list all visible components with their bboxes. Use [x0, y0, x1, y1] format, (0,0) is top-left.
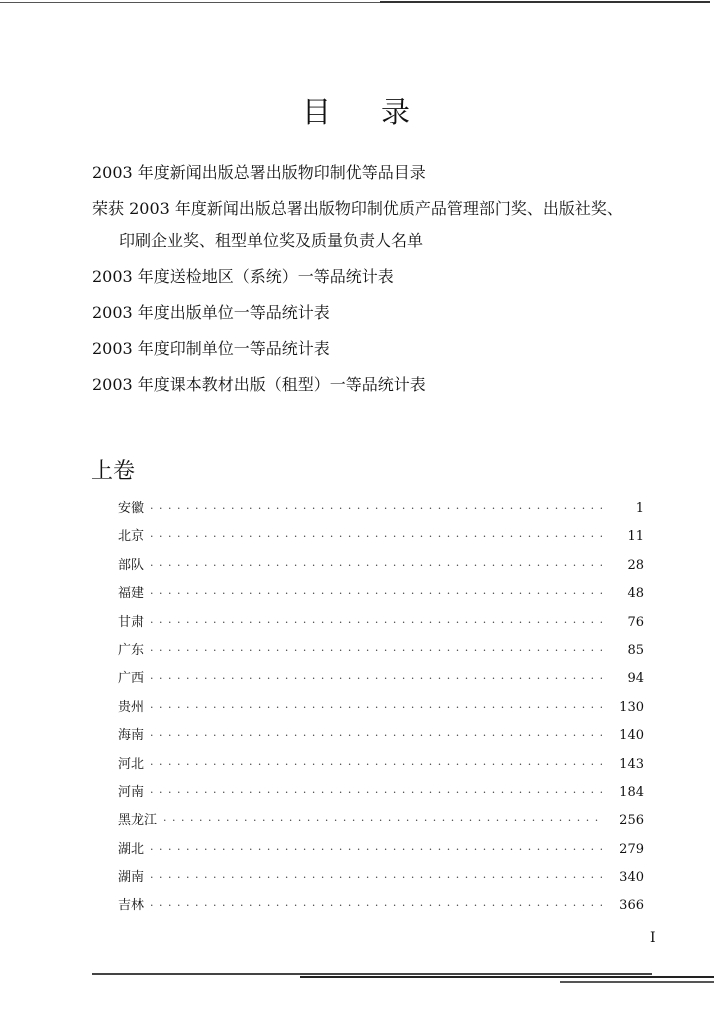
toc-page: 48 [627, 586, 644, 602]
toc-row[interactable] [118, 497, 644, 525]
toc-page: 85 [627, 642, 644, 658]
toc-leader-dots [150, 701, 602, 714]
intro-item-continued[interactable]: 印刷企业奖、租型单位奖及质量负责人名单 [119, 231, 424, 250]
toc-page: 130 [619, 699, 644, 715]
toc-leader-dots [150, 899, 602, 912]
page-title [0, 90, 714, 131]
toc-leader-dots [150, 843, 602, 856]
toc-label: 广东 [118, 642, 145, 658]
toc-row[interactable] [118, 809, 644, 837]
section-heading: 上卷 [91, 459, 136, 484]
toc-page: 143 [619, 756, 644, 772]
toc-row[interactable] [118, 667, 644, 695]
toc-leader-dots [150, 616, 602, 629]
toc-row[interactable] [118, 582, 644, 610]
toc-row[interactable] [118, 894, 644, 922]
intro-item[interactable]: 2003 年度新闻出版总署出版物印制优等品目录 [92, 163, 426, 182]
title-char-left: 目 [301, 95, 333, 129]
toc-leader-dots [163, 814, 602, 827]
scan-edge-bottom [560, 981, 714, 983]
toc-page: 1 [635, 501, 644, 516]
toc-page: 94 [627, 671, 644, 687]
toc-page: 279 [619, 841, 644, 857]
toc-page: 140 [619, 728, 644, 744]
toc-row[interactable] [118, 696, 644, 724]
toc-label: 安徽 [118, 501, 145, 516]
toc-label: 福建 [118, 586, 145, 602]
toc-label: 黑龙江 [118, 813, 158, 829]
toc-row[interactable] [118, 838, 644, 866]
toc-label: 广西 [118, 671, 145, 687]
toc-row[interactable] [118, 611, 644, 639]
toc-label: 吉林 [118, 898, 145, 914]
toc-row[interactable] [118, 525, 644, 553]
toc-label: 河南 [118, 784, 145, 800]
toc-label: 海南 [118, 728, 145, 744]
toc-leader-dots [150, 672, 602, 685]
toc-label: 贵州 [118, 699, 145, 715]
toc-leader-dots [150, 871, 602, 884]
scan-edge-bottom [300, 976, 714, 978]
toc-page: 28 [627, 557, 644, 573]
toc-leader-dots [150, 729, 602, 742]
intro-item[interactable]: 2003 年度课本教材出版（租型）一等品统计表 [92, 375, 426, 394]
toc-row[interactable] [118, 554, 644, 582]
page-number: I [650, 930, 656, 946]
scan-edge-top [380, 1, 710, 3]
toc-row[interactable] [118, 753, 644, 781]
intro-item[interactable]: 2003 年度送检地区（系统）一等品统计表 [92, 267, 394, 286]
scan-edge-bottom [92, 973, 652, 975]
toc-row[interactable] [118, 639, 644, 667]
toc-row[interactable] [118, 866, 644, 894]
intro-item[interactable]: 荣获 2003 年度新闻出版总署出版物印制优质产品管理部门奖、出版社奖、 [92, 199, 623, 218]
intro-item[interactable]: 2003 年度印制单位一等品统计表 [92, 339, 330, 358]
toc-page: 76 [627, 614, 644, 630]
toc-leader-dots [150, 530, 602, 543]
intro-item[interactable]: 2003 年度出版单位一等品统计表 [92, 303, 330, 322]
toc-label: 北京 [118, 529, 145, 545]
toc-leader-dots [150, 559, 602, 572]
toc-page: 256 [619, 813, 644, 829]
intro-list [92, 163, 682, 411]
title-char-right: 录 [381, 95, 413, 129]
toc-label: 湖南 [118, 870, 145, 886]
toc-page: 11 [627, 529, 644, 545]
toc-leader-dots [150, 502, 602, 515]
toc-list [118, 497, 644, 923]
toc-page: 184 [619, 784, 644, 800]
toc-label: 湖北 [118, 841, 145, 857]
toc-leader-dots [150, 587, 602, 600]
toc-leader-dots [150, 786, 602, 799]
toc-leader-dots [150, 644, 602, 657]
toc-row[interactable] [118, 724, 644, 752]
toc-row[interactable] [118, 781, 644, 809]
toc-label: 甘肃 [118, 614, 145, 630]
toc-page: 366 [619, 898, 644, 914]
toc-label: 部队 [118, 557, 145, 573]
toc-leader-dots [150, 758, 602, 771]
toc-label: 河北 [118, 756, 145, 772]
toc-page: 340 [619, 870, 644, 886]
